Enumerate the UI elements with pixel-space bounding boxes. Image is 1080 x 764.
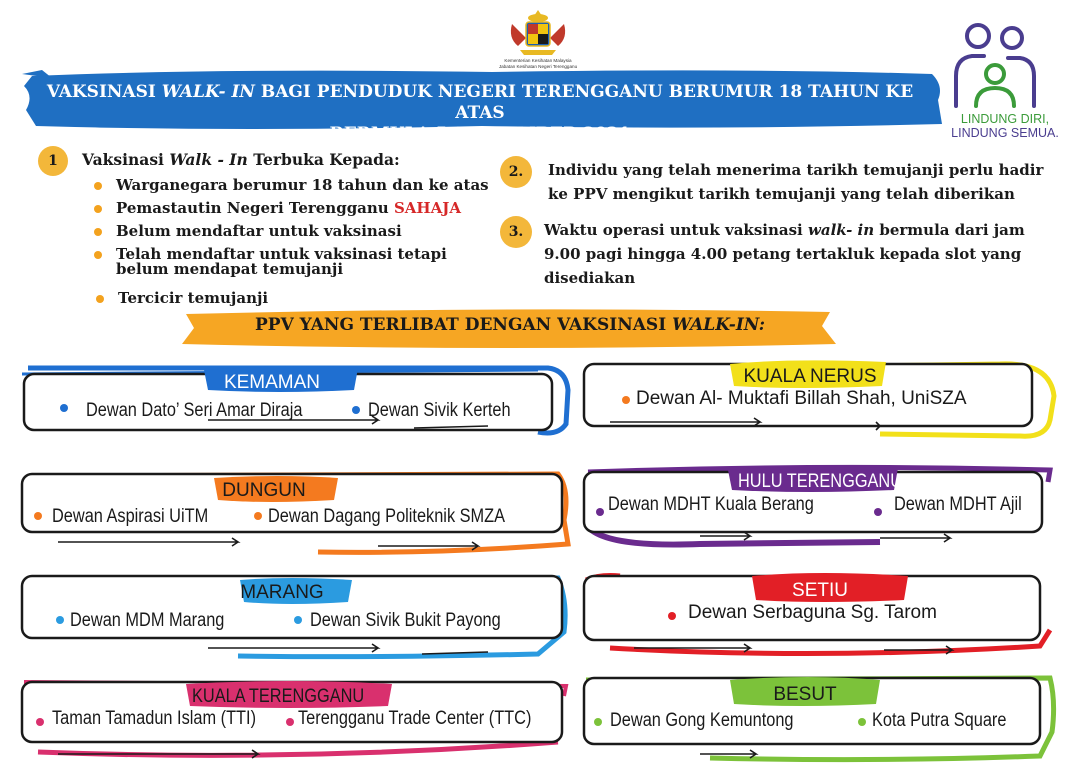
badge-3: 3. xyxy=(500,216,532,248)
district-label-kuala-nerus: KUALA NERUS xyxy=(743,366,877,387)
ppv-item: Dewan MDHT Ajil xyxy=(894,494,1022,515)
district-label-kuala-terengganu: KUALA TERENGGANU xyxy=(192,686,365,707)
ppv-item: Dewan Dagang Politeknik SMZA xyxy=(268,506,506,527)
bullet-dot xyxy=(622,396,630,404)
list-item: Belum mendaftar untuk vaksinasi xyxy=(94,224,514,239)
ppv-heading: PPV YANG TERLIBAT DENGAN VAKSINASI WALK-IN: xyxy=(255,315,765,335)
bullet-dot xyxy=(286,718,294,726)
district-label-kemaman: KEMAMAN xyxy=(223,372,321,393)
bullet-dot xyxy=(56,616,64,624)
bullet-dot xyxy=(874,508,882,516)
bullet-dot xyxy=(254,512,262,520)
list-item: Telah mendaftar untuk vaksinasi tetapi belum mendapat temujanji xyxy=(94,247,474,277)
ppv-item: Dewan MDHT Kuala Berang xyxy=(608,494,814,515)
district-label-besut: BESUT xyxy=(773,684,837,705)
ppv-item: Kota Putra Square xyxy=(872,710,1007,731)
ppv-item: Terengganu Trade Center (TTC) xyxy=(298,708,532,729)
district-label-marang: MARANG xyxy=(240,582,324,603)
bullet-dot xyxy=(352,406,360,414)
page-title: VAKSINASI WALK- IN BAGI PENDUDUK NEGERI TERENGGANU BERUMUR 18 TAHUN KE ATAS BERMULA 5 SEPTEMBER 2021 xyxy=(46,82,914,144)
malaysia-crest-icon xyxy=(506,8,570,58)
bullet-dot xyxy=(60,404,68,412)
ppv-item: Dewan Sivik Kerteh xyxy=(368,400,511,421)
agency-name: Kementerian Kesihatan Malaysia Jabatan Kesihatan Negeri Terengganu xyxy=(498,58,578,69)
district-label-setiu: SETIU xyxy=(792,580,848,601)
ppv-item: Taman Tamadun Islam (TTI) xyxy=(52,708,257,729)
bullet-dot xyxy=(294,616,302,624)
list-item: Tercicir temujanji xyxy=(96,291,516,306)
district-label-dungun: DUNGUN xyxy=(222,480,306,501)
list-item: Pemastautin Negeri Terengganu SAHAJA xyxy=(94,201,514,216)
badge-1: 1 xyxy=(38,146,68,176)
slogan: LINDUNG DIRI, LINDUNG SEMUA. xyxy=(951,112,1059,140)
section-1-title: Vaksinasi Walk - In Terbuka Kepada: xyxy=(82,150,400,169)
ppv-item: Dewan Aspirasi UiTM xyxy=(52,506,209,527)
badge-2: 2. xyxy=(500,156,532,188)
ppv-item: Dewan Serbaguna Sg. Tarom xyxy=(688,602,937,623)
bullet-dot xyxy=(594,718,602,726)
eligibility-list xyxy=(94,178,514,306)
bullet-dot xyxy=(858,718,866,726)
bullet-dot xyxy=(668,612,676,620)
ppv-item: Dewan MDM Marang xyxy=(70,610,225,631)
family-logo-icon xyxy=(950,18,1040,113)
section-3-text: Waktu operasi untuk vaksinasi walk- in bermula dari jam 9.00 pagi hingga 4.00 petang tertakluk kepada slot yang disediakan xyxy=(544,221,1025,287)
ppv-item: Dewan Sivik Bukit Payong xyxy=(310,610,501,631)
district-label-hulu-terengganu: HULU TERENGGANU xyxy=(738,471,903,492)
bullet-dot xyxy=(34,512,42,520)
bullet-dot xyxy=(36,718,44,726)
bullet-dot xyxy=(596,508,604,516)
ppv-item: Dewan Al- Muktafi Billah Shah, UniSZA xyxy=(636,388,967,409)
section-2-text: Individu yang telah menerima tarikh temujanji perlu hadir ke PPV mengikut tarikh temujanji yang telah diberikan xyxy=(548,161,1044,203)
ppv-item: Dewan Gong Kemuntong xyxy=(610,710,794,731)
list-item: Warganegara berumur 18 tahun dan ke atas xyxy=(94,178,514,193)
ppv-item: Dewan Dato’ Seri Amar Diraja xyxy=(86,400,303,421)
